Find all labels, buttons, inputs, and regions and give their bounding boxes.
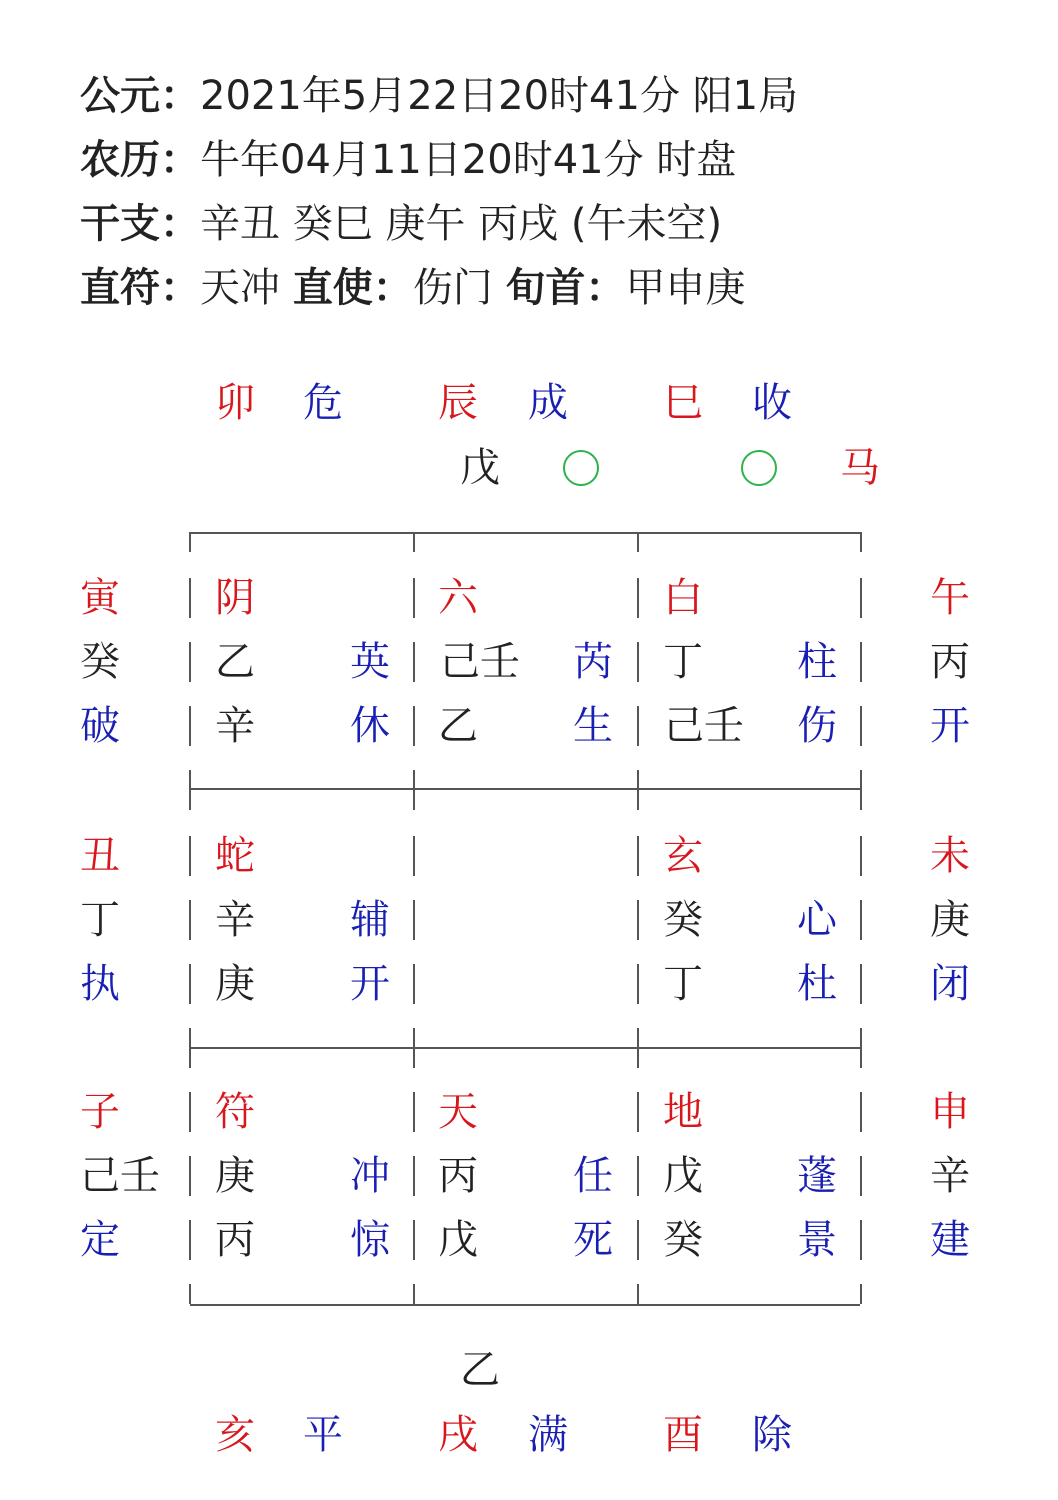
grid-divider bbox=[860, 900, 862, 940]
left-branch-2: 丑 bbox=[80, 833, 120, 879]
palace-heaven-stem: 辛 bbox=[215, 897, 255, 943]
kong-circle-icon bbox=[563, 450, 599, 486]
grid-tick bbox=[189, 532, 191, 552]
grid-divider bbox=[189, 900, 191, 940]
grid-divider bbox=[637, 1092, 639, 1132]
grid-divider bbox=[189, 1092, 191, 1132]
palace-god: 蛇 bbox=[215, 833, 255, 879]
palace-star: 辅 bbox=[350, 897, 390, 943]
grid-tick bbox=[413, 770, 415, 810]
right-branch-3: 申 bbox=[930, 1089, 970, 1135]
palace-heaven-stem: 戊 bbox=[663, 1153, 703, 1199]
grid-divider bbox=[413, 1156, 415, 1196]
grid-divider bbox=[189, 836, 191, 876]
palace-heaven-stem: 丙 bbox=[438, 1153, 478, 1199]
palace-god: 阴 bbox=[215, 575, 255, 621]
grid-divider bbox=[860, 642, 862, 682]
top-jian-3: 收 bbox=[752, 380, 792, 426]
grid-divider bbox=[637, 1156, 639, 1196]
zhifu-value: 天冲 bbox=[200, 265, 280, 311]
kong-circle-icon bbox=[741, 450, 777, 486]
gongyuan-line bbox=[80, 64, 798, 128]
bottom-branch-3: 酉 bbox=[663, 1412, 703, 1458]
grid-divider bbox=[189, 1220, 191, 1260]
palace-heaven-stem: 乙 bbox=[215, 639, 255, 685]
palace-god: 玄 bbox=[663, 833, 703, 879]
grid-divider bbox=[637, 642, 639, 682]
palace-door: 死 bbox=[573, 1217, 613, 1263]
grid-divider bbox=[189, 578, 191, 618]
right-stem-1: 丙 bbox=[930, 639, 970, 685]
gongyuan-value: 2021年5月22日20时41分 阳1局 bbox=[200, 73, 799, 119]
xunshou-label: 旬首： bbox=[505, 265, 626, 311]
palace-earth-stem: 戊 bbox=[438, 1217, 478, 1263]
zhishi-label: 直使： bbox=[292, 265, 413, 311]
left-branch-1: 寅 bbox=[80, 575, 120, 621]
palace-earth-stem: 辛 bbox=[215, 703, 255, 749]
grid-tick bbox=[189, 1028, 191, 1068]
ganzhi-label: 干支： bbox=[80, 201, 200, 247]
right-stem-3: 辛 bbox=[930, 1153, 970, 1199]
top-branch-3: 巳 bbox=[663, 380, 703, 426]
left-stem-3: 己壬 bbox=[80, 1153, 160, 1199]
top-branch-1: 卯 bbox=[215, 380, 255, 426]
palace-star: 蓬 bbox=[797, 1153, 837, 1199]
palace-heaven-stem: 丁 bbox=[663, 639, 703, 685]
palace-door: 惊 bbox=[350, 1217, 390, 1263]
grid-tick bbox=[637, 1284, 639, 1304]
top-jian-2: 成 bbox=[528, 380, 568, 426]
grid-divider bbox=[637, 706, 639, 746]
palace-heaven-stem: 癸 bbox=[663, 897, 703, 943]
right-stem-2: 庚 bbox=[930, 897, 970, 943]
palace-earth-stem: 己壬 bbox=[664, 703, 744, 749]
palace-star: 心 bbox=[797, 897, 837, 943]
grid-divider bbox=[860, 1156, 862, 1196]
grid-divider bbox=[413, 642, 415, 682]
grid-divider bbox=[413, 1092, 415, 1132]
grid-divider bbox=[413, 578, 415, 618]
top-stem: 戊 bbox=[460, 445, 500, 491]
grid-divider bbox=[189, 642, 191, 682]
grid-tick bbox=[860, 532, 862, 552]
ganzhi-value: 辛丑 癸巳 庚午 丙戌 (午未空) bbox=[200, 201, 723, 247]
palace-door: 杜 bbox=[797, 961, 837, 1007]
right-jian-3: 建 bbox=[930, 1217, 970, 1263]
grid-divider bbox=[637, 900, 639, 940]
grid-divider bbox=[860, 836, 862, 876]
palace-god: 天 bbox=[438, 1089, 478, 1135]
nongli-value: 牛年04月11日20时41分 时盘 bbox=[200, 137, 737, 183]
ganzhi-line bbox=[80, 192, 722, 256]
ma-label: 马 bbox=[840, 445, 880, 491]
palace-earth-stem: 癸 bbox=[663, 1217, 703, 1263]
grid-divider bbox=[637, 836, 639, 876]
left-jian-1: 破 bbox=[80, 703, 120, 749]
palace-god: 地 bbox=[663, 1089, 703, 1135]
bottom-branch-1: 亥 bbox=[215, 1412, 255, 1458]
bottom-jian-1: 平 bbox=[303, 1412, 343, 1458]
palace-god: 白 bbox=[663, 575, 703, 621]
grid-divider bbox=[189, 964, 191, 1004]
palace-god: 符 bbox=[215, 1089, 255, 1135]
palace-door: 开 bbox=[350, 961, 390, 1007]
palace-heaven-stem: 庚 bbox=[215, 1153, 255, 1199]
grid-line bbox=[190, 788, 860, 790]
right-branch-1: 午 bbox=[930, 575, 970, 621]
grid-line bbox=[190, 1304, 860, 1306]
grid-tick bbox=[860, 770, 862, 810]
zhifu-label: 直符： bbox=[80, 265, 200, 311]
grid-line bbox=[190, 532, 860, 534]
palace-earth-stem: 乙 bbox=[438, 703, 478, 749]
palace-door: 伤 bbox=[797, 703, 837, 749]
palace-star: 冲 bbox=[350, 1153, 390, 1199]
nongli-line bbox=[80, 128, 736, 192]
grid-divider bbox=[860, 1220, 862, 1260]
grid-tick bbox=[413, 532, 415, 552]
grid-divider bbox=[637, 1220, 639, 1260]
grid-tick bbox=[637, 532, 639, 552]
bottom-branch-2: 戌 bbox=[438, 1412, 478, 1458]
palace-earth-stem: 丁 bbox=[663, 961, 703, 1007]
palace-star: 柱 bbox=[797, 639, 837, 685]
top-branch-2: 辰 bbox=[438, 380, 478, 426]
grid-divider bbox=[860, 1092, 862, 1132]
palace-earth-stem: 庚 bbox=[215, 961, 255, 1007]
xunshou-value: 甲申庚 bbox=[625, 265, 746, 311]
grid-divider bbox=[413, 964, 415, 1004]
left-stem-1: 癸 bbox=[80, 639, 120, 685]
palace-god: 六 bbox=[438, 575, 478, 621]
palace-door: 生 bbox=[573, 703, 613, 749]
grid-divider bbox=[189, 1156, 191, 1196]
grid-divider bbox=[413, 900, 415, 940]
palace-earth-stem: 丙 bbox=[215, 1217, 255, 1263]
right-jian-1: 开 bbox=[930, 703, 970, 749]
left-stem-2: 丁 bbox=[80, 897, 120, 943]
grid-tick bbox=[413, 1028, 415, 1068]
left-branch-3: 子 bbox=[80, 1089, 120, 1135]
grid-divider bbox=[860, 578, 862, 618]
bottom-stem: 乙 bbox=[460, 1347, 500, 1393]
zhishi-value: 伤门 bbox=[412, 265, 493, 311]
palace-star: 英 bbox=[350, 639, 390, 685]
nongli-label: 农历： bbox=[80, 137, 200, 183]
right-branch-2: 未 bbox=[930, 833, 970, 879]
grid-divider bbox=[637, 578, 639, 618]
grid-divider bbox=[860, 964, 862, 1004]
grid-tick bbox=[189, 770, 191, 810]
grid-tick bbox=[413, 1284, 415, 1304]
bottom-jian-3: 除 bbox=[752, 1412, 792, 1458]
palace-star: 任 bbox=[573, 1153, 613, 1199]
grid-line bbox=[190, 1047, 860, 1049]
zhifu-line bbox=[80, 256, 745, 320]
grid-divider bbox=[860, 706, 862, 746]
palace-door: 景 bbox=[797, 1217, 837, 1263]
palace-star: 芮 bbox=[573, 639, 613, 685]
grid-tick bbox=[860, 1284, 862, 1304]
left-jian-3: 定 bbox=[80, 1217, 120, 1263]
grid-tick bbox=[860, 1028, 862, 1068]
grid-divider bbox=[189, 706, 191, 746]
grid-divider bbox=[413, 706, 415, 746]
palace-heaven-stem: 己壬 bbox=[440, 639, 520, 685]
grid-divider bbox=[637, 964, 639, 1004]
grid-tick bbox=[637, 1028, 639, 1068]
grid-divider bbox=[413, 836, 415, 876]
bottom-jian-2: 满 bbox=[528, 1412, 568, 1458]
top-jian-1: 危 bbox=[303, 380, 343, 426]
gongyuan-label: 公元： bbox=[80, 73, 200, 119]
grid-tick bbox=[189, 1284, 191, 1304]
grid-divider bbox=[413, 1220, 415, 1260]
left-jian-2: 执 bbox=[80, 961, 120, 1007]
right-jian-2: 闭 bbox=[930, 961, 970, 1007]
grid-tick bbox=[637, 770, 639, 810]
palace-door: 休 bbox=[350, 703, 390, 749]
